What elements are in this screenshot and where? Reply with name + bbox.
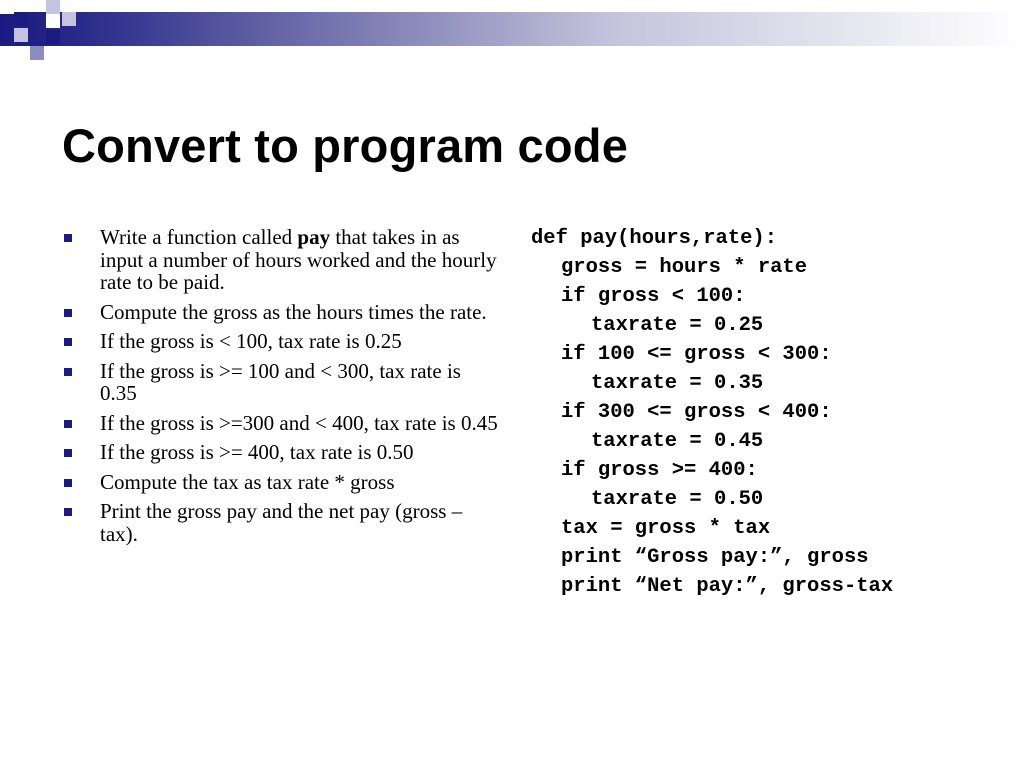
bullet-item [62, 301, 502, 324]
code-line: print “Gross pay:”, gross [561, 546, 869, 569]
slide-title: Convert to program code [62, 119, 629, 172]
decor-square [14, 12, 28, 26]
decor-square [62, 12, 76, 26]
bullet-item [62, 412, 502, 435]
bullet-text: Compute the gross as the hours times the rate. [100, 299, 487, 324]
code-line: gross = hours * rate [561, 256, 808, 279]
code-line: if 300 <= gross < 400: [561, 401, 832, 424]
square-bullet-icon [64, 508, 72, 516]
header-gradient-band [0, 12, 1024, 46]
code-line: if 100 <= gross < 300: [561, 343, 832, 366]
square-bullet-icon [64, 479, 72, 487]
decor-square [46, 0, 60, 14]
bullet-text: Compute the tax as tax rate * gross [100, 469, 395, 494]
bullet-bold-text: pay [297, 225, 331, 249]
bullet-text: Print the gross pay and the net pay (gross – tax). [100, 499, 463, 546]
square-bullet-icon [64, 234, 72, 242]
code-line: taxrate = 0.45 [591, 430, 764, 453]
bullet-item [62, 360, 502, 405]
bullet-item [62, 441, 502, 464]
code-line: if gross < 100: [561, 285, 746, 308]
code-line: def pay(hours,rate): [531, 227, 778, 250]
code-line: tax = gross * tax [561, 517, 771, 540]
bullet-text: If the gross is >=300 and < 400, tax rate is 0.45 [100, 410, 498, 435]
bullet-item [62, 471, 502, 494]
decor-square [46, 14, 60, 28]
decor-square [30, 46, 44, 60]
decor-square [46, 30, 60, 44]
square-bullet-icon [64, 368, 72, 376]
bullet-item [62, 500, 502, 545]
decor-square [0, 0, 14, 14]
code-line: if gross >= 400: [561, 459, 758, 482]
bullet-item [62, 330, 502, 353]
square-bullet-icon [64, 449, 72, 457]
code-line: taxrate = 0.50 [591, 488, 764, 511]
bullet-text: If the gross is < 100, tax rate is 0.25 [100, 329, 402, 353]
decor-square [14, 28, 28, 42]
bullet-list [62, 226, 502, 552]
bullet-text: If the gross is >= 400, tax rate is 0.50 [100, 440, 414, 464]
square-bullet-icon [64, 338, 72, 346]
bullet-text: Write a function called [100, 225, 298, 249]
square-bullet-icon [64, 309, 72, 317]
code-line: print “Net pay:”, gross-tax [561, 575, 894, 598]
bullet-text: If the gross is >= 100 and < 300, tax rate is 0.35 [100, 358, 461, 405]
square-bullet-icon [64, 420, 72, 428]
code-line: taxrate = 0.25 [591, 314, 764, 337]
code-line: taxrate = 0.35 [591, 372, 764, 395]
code-block [531, 224, 893, 601]
bullet-text: that takes in as input a number of hours worked and the hourly rate to be paid. [100, 225, 497, 294]
bullet-item [62, 226, 502, 294]
